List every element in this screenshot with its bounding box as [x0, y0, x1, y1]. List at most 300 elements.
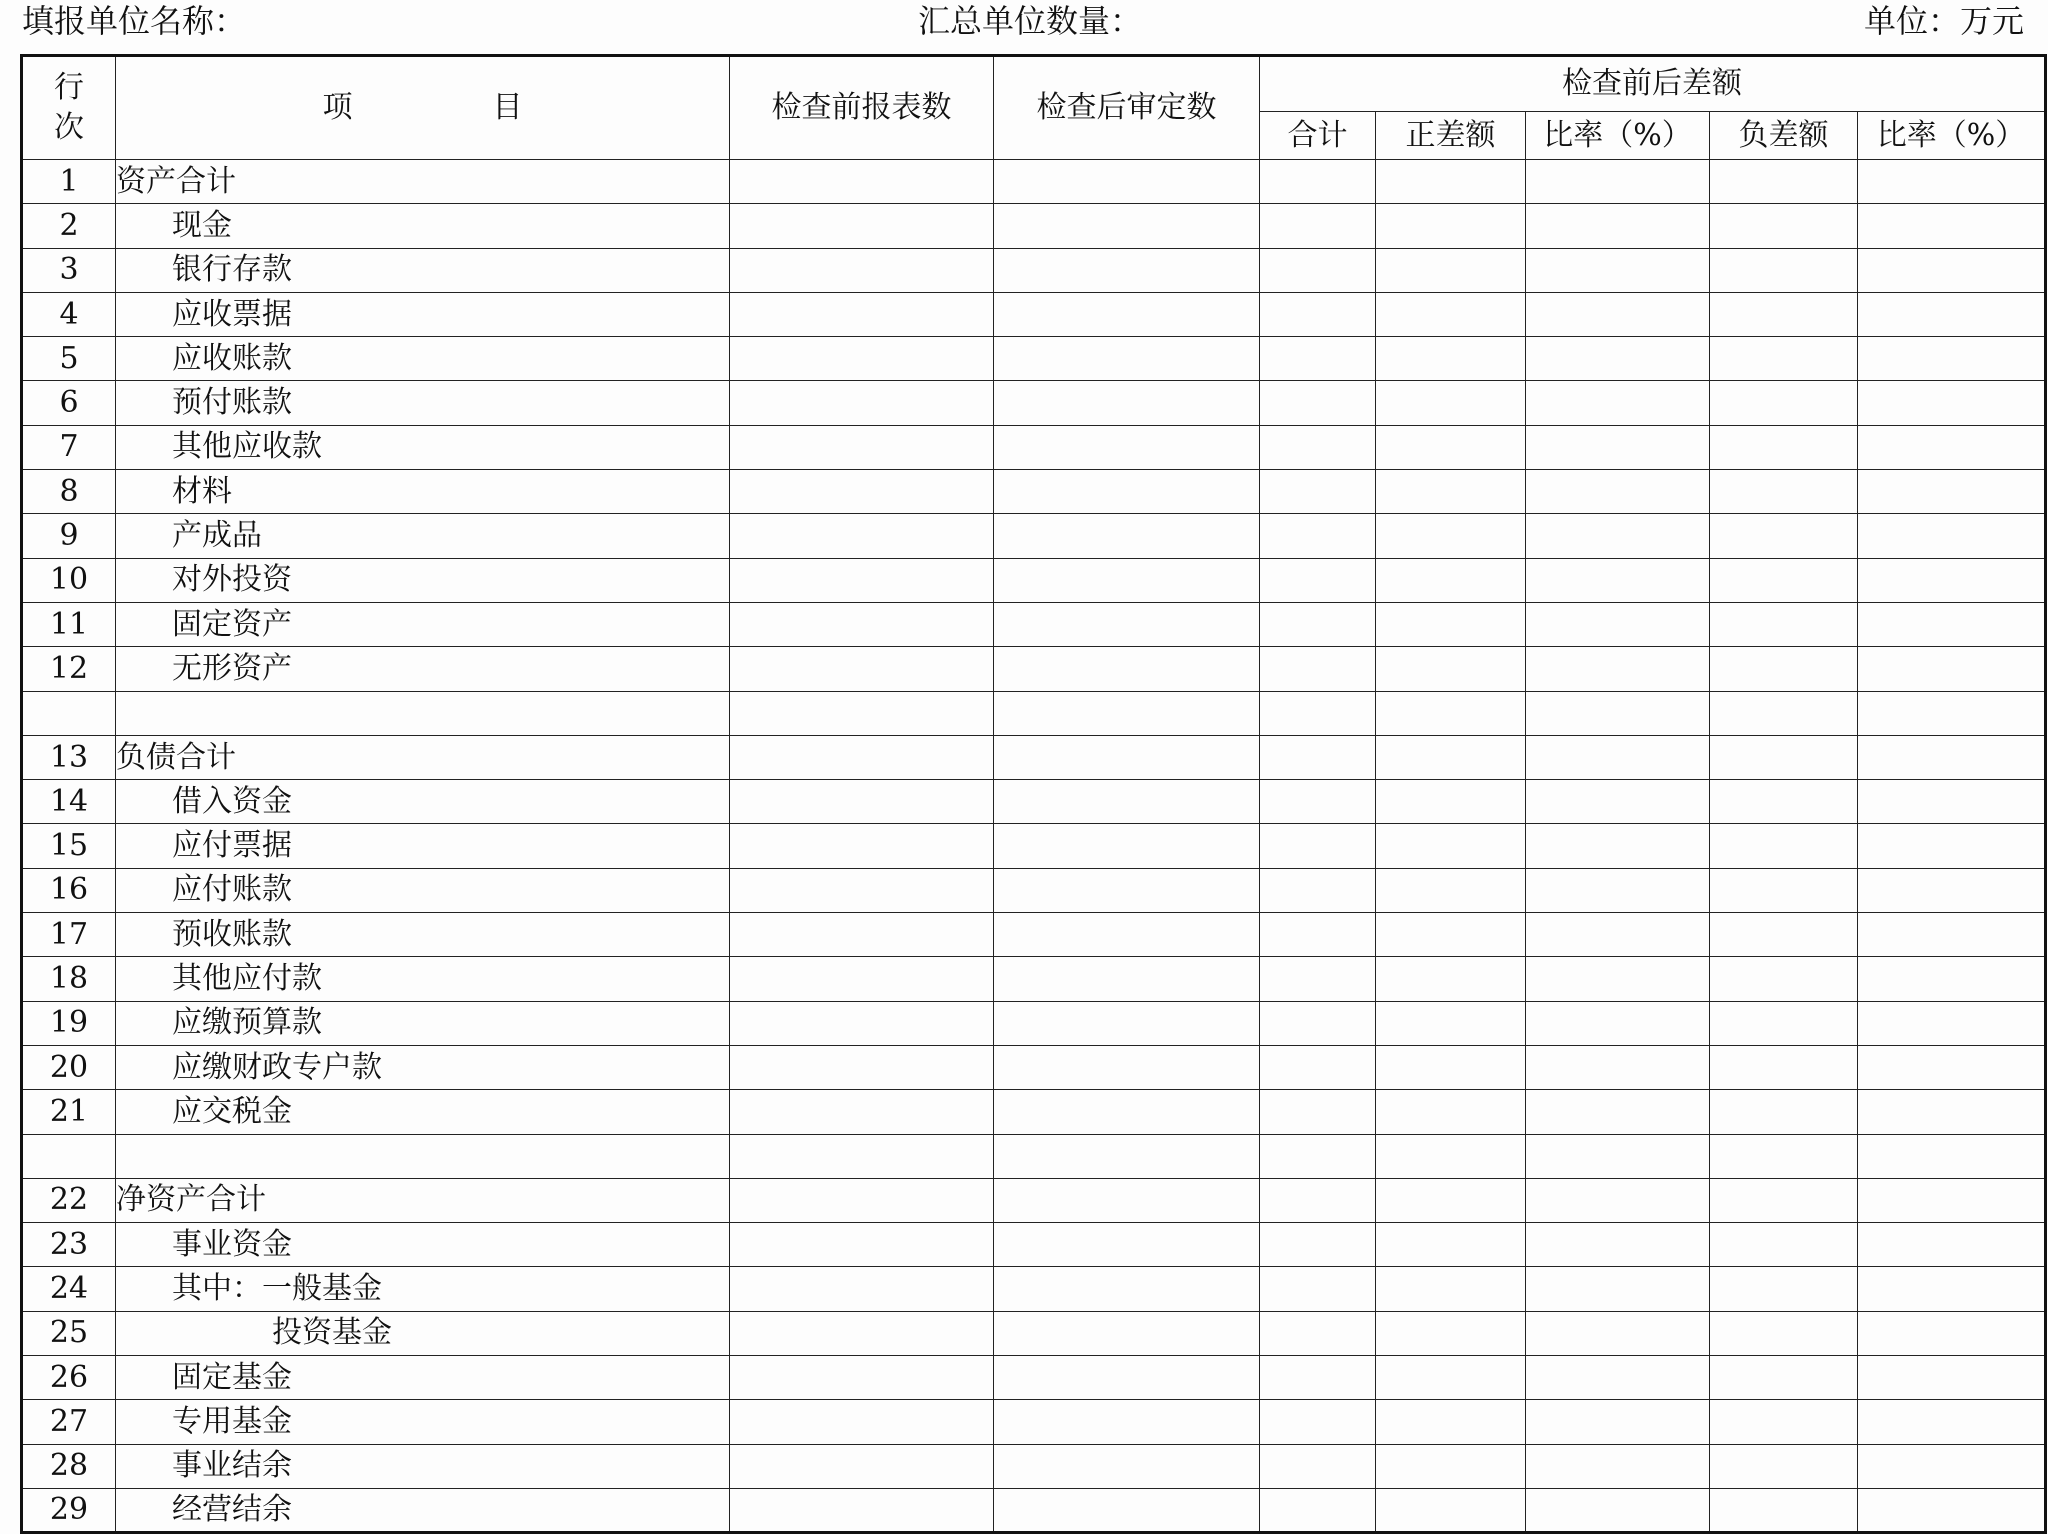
- after-check-cell[interactable]: [994, 1134, 1260, 1178]
- row-number-cell: 19: [22, 1001, 116, 1045]
- negative-difference-cell[interactable]: [1710, 1488, 1858, 1532]
- before-check-cell[interactable]: [730, 1267, 994, 1311]
- currency-unit-label: 单位：万元: [1863, 2, 2024, 40]
- total-cell[interactable]: [1260, 913, 1376, 957]
- negative-difference-cell[interactable]: [1710, 780, 1858, 824]
- positive-difference-cell[interactable]: [1376, 1001, 1526, 1045]
- negative-ratio-cell[interactable]: [1858, 868, 2046, 912]
- table-row: [22, 913, 2046, 957]
- negative-ratio-cell[interactable]: [1858, 780, 2046, 824]
- row-number-cell: 21: [22, 1090, 116, 1134]
- negative-difference-cell[interactable]: [1710, 913, 1858, 957]
- negative-ratio-cell[interactable]: [1858, 1223, 2046, 1267]
- positive-ratio-header: 比率（%）: [1526, 112, 1710, 160]
- positive-ratio-cell[interactable]: [1526, 381, 1710, 425]
- positive-ratio-cell[interactable]: [1526, 1400, 1710, 1444]
- row-number-cell: 2: [22, 204, 116, 248]
- after-check-cell[interactable]: [994, 868, 1260, 912]
- row-number-cell: 10: [22, 558, 116, 602]
- row-number-cell: 17: [22, 913, 116, 957]
- total-cell[interactable]: [1260, 1356, 1376, 1400]
- negative-difference-cell[interactable]: [1710, 381, 1858, 425]
- table-row: [22, 691, 2046, 735]
- total-cell[interactable]: [1260, 470, 1376, 514]
- row-number-cell: 12: [22, 647, 116, 691]
- total-cell[interactable]: [1260, 425, 1376, 469]
- item-name-cell: 负债合计: [116, 735, 730, 779]
- table-row: [22, 470, 2046, 514]
- item-name-cell: 应缴预算款: [116, 1001, 730, 1045]
- positive-ratio-cell[interactable]: [1526, 204, 1710, 248]
- positive-ratio-cell[interactable]: [1526, 780, 1710, 824]
- negative-difference-cell[interactable]: [1710, 558, 1858, 602]
- total-cell[interactable]: [1260, 381, 1376, 425]
- after-check-cell[interactable]: [994, 292, 1260, 336]
- row-number-cell: 8: [22, 470, 116, 514]
- positive-ratio-cell[interactable]: [1526, 913, 1710, 957]
- negative-ratio-cell[interactable]: [1858, 691, 2046, 735]
- positive-ratio-cell[interactable]: [1526, 470, 1710, 514]
- row-number-cell: 18: [22, 957, 116, 1001]
- before-check-cell[interactable]: [730, 1090, 994, 1134]
- after-check-cell[interactable]: [994, 1311, 1260, 1355]
- negative-ratio-cell[interactable]: [1858, 1090, 2046, 1134]
- item-name-cell: 其他应收款: [116, 425, 730, 469]
- negative-difference-cell[interactable]: [1710, 647, 1858, 691]
- negative-ratio-cell[interactable]: [1858, 425, 2046, 469]
- before-check-cell[interactable]: [730, 1178, 994, 1222]
- after-check-cell[interactable]: [994, 1444, 1260, 1488]
- before-check-cell[interactable]: [730, 957, 994, 1001]
- after-check-cell[interactable]: [994, 780, 1260, 824]
- positive-difference-cell[interactable]: [1376, 735, 1526, 779]
- positive-ratio-cell[interactable]: [1526, 1311, 1710, 1355]
- negative-ratio-cell[interactable]: [1858, 558, 2046, 602]
- row-number-cell: 7: [22, 425, 116, 469]
- before-check-cell[interactable]: [730, 1311, 994, 1355]
- positive-difference-cell[interactable]: [1376, 647, 1526, 691]
- row-number-cell: 4: [22, 292, 116, 336]
- negative-difference-cell[interactable]: [1710, 337, 1858, 381]
- before-check-cell[interactable]: [730, 647, 994, 691]
- total-cell[interactable]: [1260, 691, 1376, 735]
- before-check-cell[interactable]: [730, 558, 994, 602]
- positive-difference-cell[interactable]: [1376, 514, 1526, 558]
- after-check-cell[interactable]: [994, 824, 1260, 868]
- total-cell[interactable]: [1260, 1134, 1376, 1178]
- negative-ratio-cell[interactable]: [1858, 735, 2046, 779]
- item-name-cell: 事业资金: [116, 1223, 730, 1267]
- table-row: [22, 1444, 2046, 1488]
- negative-difference-cell[interactable]: [1710, 868, 1858, 912]
- row-number-cell: 15: [22, 824, 116, 868]
- row-number-cell: 26: [22, 1356, 116, 1400]
- negative-ratio-cell[interactable]: [1858, 470, 2046, 514]
- positive-difference-cell[interactable]: [1376, 780, 1526, 824]
- table-row: [22, 1311, 2046, 1355]
- total-cell[interactable]: [1260, 735, 1376, 779]
- positive-ratio-cell[interactable]: [1526, 1134, 1710, 1178]
- item-name-cell: 材料: [116, 470, 730, 514]
- before-check-cell[interactable]: [730, 868, 994, 912]
- total-cell[interactable]: [1260, 1178, 1376, 1222]
- negative-ratio-cell[interactable]: [1858, 602, 2046, 646]
- item-name-cell: 固定基金: [116, 1356, 730, 1400]
- negative-difference-cell[interactable]: [1710, 1001, 1858, 1045]
- after-check-cell[interactable]: [994, 647, 1260, 691]
- total-cell[interactable]: [1260, 1045, 1376, 1089]
- positive-difference-cell[interactable]: [1376, 248, 1526, 292]
- positive-difference-cell[interactable]: [1376, 425, 1526, 469]
- table-row: [22, 868, 2046, 912]
- total-cell[interactable]: [1260, 292, 1376, 336]
- negative-difference-cell[interactable]: [1710, 204, 1858, 248]
- negative-difference-cell[interactable]: [1710, 1311, 1858, 1355]
- row-number-cell: [22, 1134, 116, 1178]
- positive-ratio-cell[interactable]: [1526, 292, 1710, 336]
- total-cell[interactable]: [1260, 1488, 1376, 1532]
- table-row: [22, 1267, 2046, 1311]
- positive-ratio-cell[interactable]: [1526, 957, 1710, 1001]
- negative-ratio-cell[interactable]: [1858, 913, 2046, 957]
- after-check-cell[interactable]: [994, 1045, 1260, 1089]
- negative-difference-cell[interactable]: [1710, 1400, 1858, 1444]
- table-row: [22, 292, 2046, 336]
- positive-difference-cell[interactable]: [1376, 957, 1526, 1001]
- negative-ratio-cell[interactable]: [1858, 824, 2046, 868]
- after-check-cell[interactable]: [994, 425, 1260, 469]
- positive-difference-cell[interactable]: [1376, 824, 1526, 868]
- row-number-header-line2: 次: [54, 110, 84, 145]
- row-number-cell: 25: [22, 1311, 116, 1355]
- table-row: [22, 1001, 2046, 1045]
- item-name-cell: 应交税金: [116, 1090, 730, 1134]
- positive-difference-cell[interactable]: [1376, 1045, 1526, 1089]
- before-check-cell[interactable]: [730, 1356, 994, 1400]
- before-check-cell[interactable]: [730, 1134, 994, 1178]
- positive-difference-cell[interactable]: [1376, 558, 1526, 602]
- after-check-cell[interactable]: [994, 1267, 1260, 1311]
- table-row: [22, 1488, 2046, 1532]
- before-check-cell[interactable]: [730, 913, 994, 957]
- positive-ratio-cell[interactable]: [1526, 248, 1710, 292]
- total-cell[interactable]: [1260, 647, 1376, 691]
- before-check-cell[interactable]: [730, 1488, 994, 1532]
- before-check-cell[interactable]: [730, 204, 994, 248]
- positive-difference-cell[interactable]: [1376, 1178, 1526, 1222]
- after-check-cell[interactable]: [994, 204, 1260, 248]
- total-cell[interactable]: [1260, 1090, 1376, 1134]
- positive-difference-cell[interactable]: [1376, 292, 1526, 336]
- item-name-cell: 固定资产: [116, 602, 730, 646]
- positive-ratio-cell[interactable]: [1526, 824, 1710, 868]
- positive-ratio-cell[interactable]: [1526, 1444, 1710, 1488]
- positive-difference-cell[interactable]: [1376, 602, 1526, 646]
- total-header: 合计: [1260, 112, 1376, 160]
- table-row: [22, 160, 2046, 204]
- total-cell[interactable]: [1260, 558, 1376, 602]
- after-check-cell[interactable]: [994, 1001, 1260, 1045]
- negative-ratio-cell[interactable]: [1858, 204, 2046, 248]
- after-check-cell[interactable]: [994, 1223, 1260, 1267]
- total-cell[interactable]: [1260, 1400, 1376, 1444]
- after-check-cell[interactable]: [994, 957, 1260, 1001]
- positive-ratio-cell[interactable]: [1526, 602, 1710, 646]
- before-check-cell[interactable]: [730, 735, 994, 779]
- total-cell[interactable]: [1260, 1267, 1376, 1311]
- positive-difference-cell[interactable]: [1376, 1356, 1526, 1400]
- before-check-cell[interactable]: [730, 425, 994, 469]
- negative-ratio-cell[interactable]: [1858, 1311, 2046, 1355]
- positive-ratio-cell[interactable]: [1526, 647, 1710, 691]
- positive-ratio-cell[interactable]: [1526, 1488, 1710, 1532]
- total-cell[interactable]: [1260, 1223, 1376, 1267]
- total-cell[interactable]: [1260, 514, 1376, 558]
- after-check-cell[interactable]: [994, 1090, 1260, 1134]
- positive-ratio-cell[interactable]: [1526, 160, 1710, 204]
- negative-ratio-cell[interactable]: [1858, 160, 2046, 204]
- negative-ratio-cell[interactable]: [1858, 1045, 2046, 1089]
- after-check-cell[interactable]: [994, 558, 1260, 602]
- before-check-cell[interactable]: [730, 514, 994, 558]
- before-check-cell[interactable]: [730, 1001, 994, 1045]
- negative-ratio-cell[interactable]: [1858, 381, 2046, 425]
- negative-difference-cell[interactable]: [1710, 425, 1858, 469]
- negative-ratio-cell[interactable]: [1858, 337, 2046, 381]
- item-name-cell: 无形资产: [116, 647, 730, 691]
- positive-difference-cell[interactable]: [1376, 868, 1526, 912]
- negative-ratio-cell[interactable]: [1858, 248, 2046, 292]
- before-check-cell[interactable]: [730, 1045, 994, 1089]
- positive-difference-cell[interactable]: [1376, 691, 1526, 735]
- positive-ratio-cell[interactable]: [1526, 425, 1710, 469]
- positive-difference-cell[interactable]: [1376, 337, 1526, 381]
- positive-difference-cell[interactable]: [1376, 1444, 1526, 1488]
- row-number-cell: 22: [22, 1178, 116, 1222]
- item-name-cell: 现金: [116, 204, 730, 248]
- negative-difference-cell[interactable]: [1710, 470, 1858, 514]
- positive-ratio-cell[interactable]: [1526, 1090, 1710, 1134]
- positive-difference-cell[interactable]: [1376, 1400, 1526, 1444]
- total-cell[interactable]: [1260, 824, 1376, 868]
- negative-ratio-cell[interactable]: [1858, 1267, 2046, 1311]
- before-check-cell[interactable]: [730, 1400, 994, 1444]
- negative-difference-cell[interactable]: [1710, 514, 1858, 558]
- balance-check-table: [20, 54, 2047, 1534]
- negative-difference-cell[interactable]: [1710, 1090, 1858, 1134]
- table-row: [22, 337, 2046, 381]
- total-cell[interactable]: [1260, 602, 1376, 646]
- after-check-cell[interactable]: [994, 691, 1260, 735]
- row-number-cell: 1: [22, 160, 116, 204]
- negative-difference-cell[interactable]: [1710, 160, 1858, 204]
- positive-ratio-cell[interactable]: [1526, 691, 1710, 735]
- summary-unit-count-label: 汇总单位数量：: [918, 2, 1143, 40]
- positive-ratio-cell[interactable]: [1526, 1356, 1710, 1400]
- negative-difference-cell[interactable]: [1710, 1134, 1858, 1178]
- negative-ratio-cell[interactable]: [1858, 1356, 2046, 1400]
- negative-difference-cell[interactable]: [1710, 1444, 1858, 1488]
- item-name-cell: 应收账款: [116, 337, 730, 381]
- before-check-cell[interactable]: [730, 1444, 994, 1488]
- positive-difference-cell[interactable]: [1376, 1090, 1526, 1134]
- after-check-cell[interactable]: [994, 602, 1260, 646]
- before-check-header: 检查前报表数: [730, 56, 994, 160]
- negative-ratio-cell[interactable]: [1858, 1488, 2046, 1532]
- item-name-cell: 净资产合计: [116, 1178, 730, 1222]
- item-name-cell: 银行存款: [116, 248, 730, 292]
- positive-difference-cell[interactable]: [1376, 1223, 1526, 1267]
- table-row: [22, 1134, 2046, 1178]
- negative-difference-cell[interactable]: [1710, 824, 1858, 868]
- positive-difference-cell[interactable]: [1376, 1311, 1526, 1355]
- row-number-cell: 6: [22, 381, 116, 425]
- positive-difference-cell[interactable]: [1376, 1488, 1526, 1532]
- row-number-cell: 29: [22, 1488, 116, 1532]
- row-number-cell: 27: [22, 1400, 116, 1444]
- after-check-cell[interactable]: [994, 1356, 1260, 1400]
- after-check-cell[interactable]: [994, 337, 1260, 381]
- before-check-cell[interactable]: [730, 248, 994, 292]
- after-check-cell[interactable]: [994, 1178, 1260, 1222]
- negative-difference-cell[interactable]: [1710, 1045, 1858, 1089]
- row-number-header: [22, 56, 116, 160]
- after-check-cell[interactable]: [994, 160, 1260, 204]
- after-check-cell[interactable]: [994, 248, 1260, 292]
- before-check-cell[interactable]: [730, 337, 994, 381]
- total-cell[interactable]: [1260, 248, 1376, 292]
- row-number-cell: 24: [22, 1267, 116, 1311]
- negative-ratio-cell[interactable]: [1858, 514, 2046, 558]
- total-cell[interactable]: [1260, 1311, 1376, 1355]
- total-cell[interactable]: [1260, 1001, 1376, 1045]
- item-name-cell: 其中：一般基金: [116, 1267, 730, 1311]
- positive-ratio-cell[interactable]: [1526, 1045, 1710, 1089]
- item-header-a: 项: [322, 90, 353, 125]
- item-name-cell: 预付账款: [116, 381, 730, 425]
- negative-ratio-header: 比率（%）: [1858, 112, 2046, 160]
- positive-ratio-cell[interactable]: [1526, 735, 1710, 779]
- item-name-cell: 应付账款: [116, 868, 730, 912]
- negative-difference-cell[interactable]: [1710, 1267, 1858, 1311]
- negative-difference-cell[interactable]: [1710, 602, 1858, 646]
- negative-ratio-cell[interactable]: [1858, 1134, 2046, 1178]
- positive-difference-header: 正差额: [1376, 112, 1526, 160]
- item-header: [116, 56, 730, 160]
- positive-ratio-cell[interactable]: [1526, 1178, 1710, 1222]
- before-check-cell[interactable]: [730, 292, 994, 336]
- after-check-cell[interactable]: [994, 514, 1260, 558]
- after-check-cell[interactable]: [994, 913, 1260, 957]
- positive-ratio-cell[interactable]: [1526, 337, 1710, 381]
- positive-difference-cell[interactable]: [1376, 204, 1526, 248]
- total-cell[interactable]: [1260, 160, 1376, 204]
- positive-ratio-cell[interactable]: [1526, 868, 1710, 912]
- negative-difference-cell[interactable]: [1710, 691, 1858, 735]
- total-cell[interactable]: [1260, 337, 1376, 381]
- positive-ratio-cell[interactable]: [1526, 514, 1710, 558]
- row-number-cell: 5: [22, 337, 116, 381]
- reporting-unit-label: 填报单位名称：: [22, 2, 247, 40]
- item-name-cell: 资产合计: [116, 160, 730, 204]
- item-name-cell: 产成品: [116, 514, 730, 558]
- table-row: [22, 957, 2046, 1001]
- after-check-header: 检查后审定数: [994, 56, 1260, 160]
- row-number-cell: 20: [22, 1045, 116, 1089]
- negative-ratio-cell[interactable]: [1858, 292, 2046, 336]
- total-cell[interactable]: [1260, 868, 1376, 912]
- negative-difference-cell[interactable]: [1710, 1356, 1858, 1400]
- positive-difference-cell[interactable]: [1376, 470, 1526, 514]
- negative-ratio-cell[interactable]: [1858, 1178, 2046, 1222]
- negative-difference-cell[interactable]: [1710, 957, 1858, 1001]
- positive-difference-cell[interactable]: [1376, 381, 1526, 425]
- negative-ratio-cell[interactable]: [1858, 1444, 2046, 1488]
- after-check-cell[interactable]: [994, 381, 1260, 425]
- after-check-cell[interactable]: [994, 470, 1260, 514]
- positive-ratio-cell[interactable]: [1526, 558, 1710, 602]
- negative-difference-cell[interactable]: [1710, 1223, 1858, 1267]
- negative-difference-cell[interactable]: [1710, 1178, 1858, 1222]
- after-check-cell[interactable]: [994, 1488, 1260, 1532]
- negative-difference-cell[interactable]: [1710, 248, 1858, 292]
- before-check-cell[interactable]: [730, 824, 994, 868]
- positive-ratio-cell[interactable]: [1526, 1001, 1710, 1045]
- before-check-cell[interactable]: [730, 381, 994, 425]
- total-cell[interactable]: [1260, 780, 1376, 824]
- positive-difference-cell[interactable]: [1376, 913, 1526, 957]
- positive-difference-cell[interactable]: [1376, 160, 1526, 204]
- total-cell[interactable]: [1260, 957, 1376, 1001]
- before-check-cell[interactable]: [730, 691, 994, 735]
- positive-difference-cell[interactable]: [1376, 1267, 1526, 1311]
- negative-ratio-cell[interactable]: [1858, 647, 2046, 691]
- before-check-cell[interactable]: [730, 602, 994, 646]
- positive-difference-cell[interactable]: [1376, 1134, 1526, 1178]
- negative-ratio-cell[interactable]: [1858, 957, 2046, 1001]
- row-number-cell: 16: [22, 868, 116, 912]
- before-check-cell[interactable]: [730, 1223, 994, 1267]
- total-cell[interactable]: [1260, 1444, 1376, 1488]
- table-row: [22, 248, 2046, 292]
- table-row: [22, 780, 2046, 824]
- table-row: [22, 204, 2046, 248]
- positive-ratio-cell[interactable]: [1526, 1267, 1710, 1311]
- item-name-cell: 事业结余: [116, 1444, 730, 1488]
- negative-difference-cell[interactable]: [1710, 292, 1858, 336]
- positive-ratio-cell[interactable]: [1526, 1223, 1710, 1267]
- item-name-cell: 应缴财政专户款: [116, 1045, 730, 1089]
- negative-difference-cell[interactable]: [1710, 735, 1858, 779]
- item-name-cell: 其他应付款: [116, 957, 730, 1001]
- table-row: [22, 425, 2046, 469]
- item-name-cell: [116, 691, 730, 735]
- table-row: [22, 1090, 2046, 1134]
- before-check-cell[interactable]: [730, 780, 994, 824]
- after-check-cell[interactable]: [994, 735, 1260, 779]
- row-number-cell: 11: [22, 602, 116, 646]
- table-row: [22, 735, 2046, 779]
- total-cell[interactable]: [1260, 204, 1376, 248]
- negative-ratio-cell[interactable]: [1858, 1400, 2046, 1444]
- before-check-cell[interactable]: [730, 160, 994, 204]
- negative-ratio-cell[interactable]: [1858, 1001, 2046, 1045]
- before-check-cell[interactable]: [730, 470, 994, 514]
- table-row: [22, 558, 2046, 602]
- after-check-cell[interactable]: [994, 1400, 1260, 1444]
- table-row: [22, 1400, 2046, 1444]
- table-row: [22, 647, 2046, 691]
